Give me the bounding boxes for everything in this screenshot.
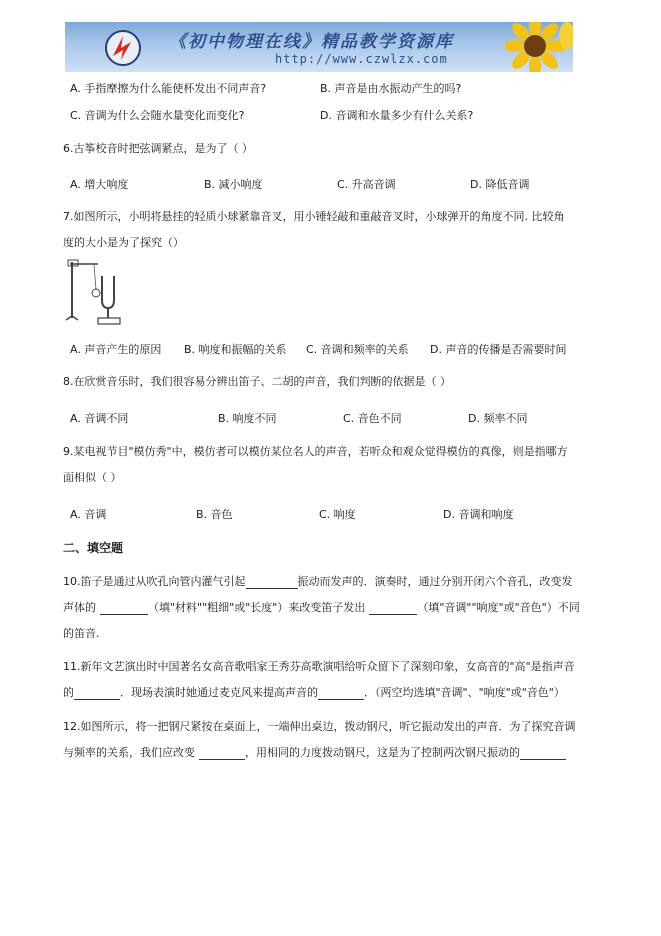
q8-option-c: C. 音色不同	[343, 412, 402, 425]
q10-blank-1	[246, 577, 298, 589]
q7-option-a: A. 声音产生的原因	[70, 343, 162, 356]
q10-text-2: 振动而发声的．演奏时，通过分别开闭六个音孔，改变发	[297, 575, 573, 588]
q9-option-d: D. 音调和响度	[443, 508, 514, 521]
q11-line2	[63, 686, 565, 700]
q9-stem-line1: 9.某电视节目"模仿秀"中，模仿者可以模仿某位名人的声音，若听众和观众觉得模仿的真像，则是指哪方	[63, 445, 568, 458]
q10-line3: 的笛音.	[63, 627, 100, 640]
q8-option-a: A. 音调不同	[70, 412, 129, 425]
q6-stem: 6.古筝校音时把弦调紧点，是为了（ ）	[63, 142, 253, 155]
q7-option-b: B. 响度和振幅的关系	[184, 343, 287, 356]
q10-text-4: （填"材料""粗细"或"长度"）来改变笛子发出	[148, 601, 366, 614]
q12-text-1: 与频率的关系，我们应改变	[63, 746, 195, 759]
q9-option-a: A. 音调	[70, 508, 107, 521]
q10-blank-3	[369, 603, 417, 615]
q11-blank-1	[74, 688, 120, 700]
q12-line2	[63, 746, 566, 760]
banner-title: 《初中物理在线》精品教学资源库	[169, 32, 454, 52]
logo-icon	[103, 28, 143, 68]
q5-option-a: A. 手指摩擦为什么能使杯发出不同声音?	[70, 82, 267, 95]
sunflower-icon	[505, 22, 573, 72]
q9-option-b: B. 音色	[196, 508, 233, 521]
q11-text-3: ．（两空均选填"音调"、"响度"或"音色"）	[364, 686, 565, 699]
q5-option-c: C. 音调为什么会随水量变化而变化?	[70, 109, 245, 122]
q12-blank-2	[520, 748, 566, 760]
tuning-fork-figure	[64, 258, 128, 330]
q11-text-1: 的	[63, 686, 74, 699]
q12-blank-1	[199, 748, 245, 760]
banner-url: http://www.czwlzx.com	[275, 52, 448, 66]
q6-option-a: A. 增大响度	[70, 178, 129, 191]
q5-option-b: B. 声音是由水振动产生的吗?	[320, 82, 462, 95]
q11-text-2: ．现场表演时她通过麦克风来提高声音的	[120, 686, 318, 699]
q6-option-b: B. 减小响度	[204, 178, 263, 191]
q11-line1: 11.新年文艺演出时中国著名女高音歌唱家王秀芬高歌演唱给听众留下了深刻印象，女高音的"高"是指声音	[63, 660, 575, 673]
q10-text-1: 10.笛子是通过从吹孔向管内灌气引起	[63, 575, 246, 588]
q10-blank-2	[100, 603, 148, 615]
q12-text-2: ，用相同的力度拨动钢尺，这是为了控制两次钢尺振动的	[245, 746, 520, 759]
q5-option-d: D. 音调和水量多少有什么关系?	[320, 109, 474, 122]
q10-text-5: （填"音调""响度"或"音色"）不同	[417, 601, 580, 614]
q7-option-c: C. 音调和频率的关系	[306, 343, 409, 356]
q7-option-d: D. 声音的传播是否需要时间	[430, 343, 567, 356]
q8-option-b: B. 响度不同	[218, 412, 277, 425]
header-banner	[65, 22, 573, 72]
q12-line1: 12.如图所示，将一把钢尺紧按在桌面上，一端伸出桌边，拨动钢尺，听它振动发出的声音．为了探究音调	[63, 720, 576, 733]
q10-line1	[63, 575, 573, 589]
q9-option-c: C. 响度	[319, 508, 356, 521]
q9-stem-line2: 面相似（ ）	[63, 471, 122, 484]
q8-option-d: D. 频率不同	[468, 412, 528, 425]
q6-option-d: D. 降低音调	[470, 178, 530, 191]
section-title: 二、填空题	[63, 541, 124, 555]
q11-blank-2	[318, 688, 364, 700]
q10-line2	[63, 601, 580, 615]
q8-stem: 8.在欣赏音乐时，我们很容易分辨出笛子、二胡的声音，我们判断的依据是（ ）	[63, 375, 451, 388]
q7-stem-line2: 度的大小是为了探究（）	[63, 236, 184, 249]
q6-option-c: C. 升高音调	[337, 178, 396, 191]
q7-stem-line1: 7.如图所示，小明将悬挂的轻质小球紧靠音叉，用小锤轻敲和重敲音叉时，小球弹开的角度不同. 比较角	[63, 210, 565, 223]
q10-text-3: 声体的	[63, 601, 96, 614]
